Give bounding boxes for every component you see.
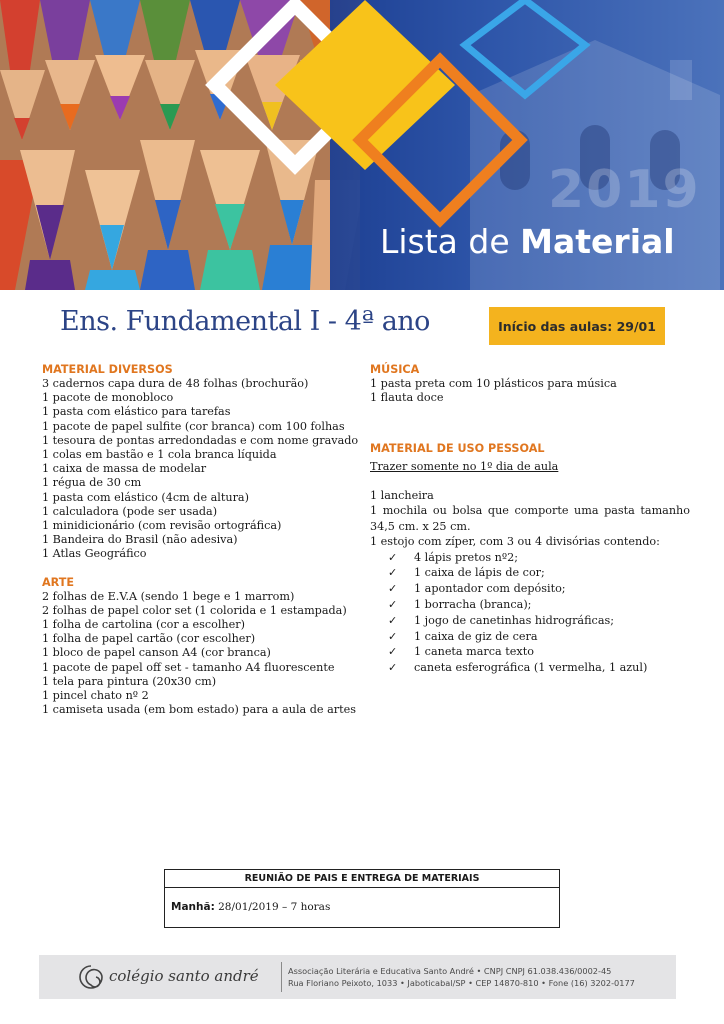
list-item: 1 pacote de papel sulfite (cor branca) com 100 folhas xyxy=(42,419,345,433)
list-item: 1 folha de cartolina (cor a escolher) xyxy=(42,618,245,632)
list-item: 2 folhas de papel color set (1 colorida e 1 estampada) xyxy=(42,603,347,617)
parents-meeting-box xyxy=(164,869,560,928)
first-day-note: Trazer somente no 1º dia de aula xyxy=(370,460,559,474)
checklist-item: ✓ 4 lápis pretos nº2; xyxy=(388,550,518,564)
section-title-arte: ARTE xyxy=(42,575,75,589)
list-item: 1 mochila ou bolsa que comporte uma pasta tamanho 34,5 cm. x 25 cm. xyxy=(370,504,690,533)
list-item: 2 folhas de E.V.A (sendo 1 bege e 1 marrom) xyxy=(42,589,295,603)
list-item: 1 calculadora (pode ser usada) xyxy=(42,504,218,518)
meeting-label: Manhã: xyxy=(171,901,215,913)
list-item: 1 tela para pintura (20x30 cm) xyxy=(42,674,217,688)
check-icon: ✓ xyxy=(388,550,398,564)
footer-divider xyxy=(281,962,282,992)
section-title-musica: MÚSICA xyxy=(370,363,420,376)
list-item: 1 pacote de papel off set - tamanho A4 fluorescente xyxy=(42,660,335,674)
list-item: 1 régua de 30 cm xyxy=(42,476,142,490)
list-item: 1 minidicionário (com revisão ortográfica) xyxy=(42,519,282,533)
footer-contact xyxy=(288,965,635,989)
list-item: 3 cadernos capa dura de 48 folhas (brochurão) xyxy=(42,377,309,390)
list-item: 1 Atlas Geográfico xyxy=(42,547,147,561)
estojo-checklist xyxy=(370,550,690,676)
list-item: 1 pincel chato nº 2 xyxy=(42,689,149,703)
list-item: 1 colas em bastão e 1 cola branca líquida xyxy=(42,448,277,462)
check-icon: ✓ xyxy=(388,661,398,675)
list-item: 1 pasta preta com 10 plásticos para música xyxy=(370,377,617,390)
check-icon: ✓ xyxy=(388,566,398,580)
check-icon: ✓ xyxy=(388,598,398,611)
list-item: 1 lancheira xyxy=(370,488,434,502)
meeting-body xyxy=(165,888,559,913)
section-title-pessoal: MATERIAL DE USO PESSOAL xyxy=(370,442,545,456)
section-title-diversos: MATERIAL DIVERSOS xyxy=(42,363,173,376)
checklist-item: ✓ caneta esferográfica (1 vermelha, 1 azul) xyxy=(388,661,648,675)
check-icon: ✓ xyxy=(388,582,398,596)
right-column xyxy=(370,362,690,676)
banner-title-bold: Material xyxy=(520,222,675,261)
list-item: 1 tesoura de pontas arredondadas e com nome gravado xyxy=(42,433,359,447)
page-title: Ens. Fundamental I - 4ª ano xyxy=(60,306,430,337)
list-item: 1 pasta com elástico (4cm de altura) xyxy=(42,490,249,504)
banner-title-light: Lista de xyxy=(380,222,510,261)
list-item: 1 pacote de monobloco xyxy=(42,391,174,405)
class-start-badge: Início das aulas: 29/01 xyxy=(489,307,665,345)
school-name: colégio santo andré xyxy=(109,967,259,985)
checklist-item: ✓ 1 jogo de canetinhas hidrográficas; xyxy=(388,613,614,627)
list-item: 1 Bandeira do Brasil (não adesiva) xyxy=(42,533,238,547)
footer-line-association: Associação Literária e Educativa Santo André • CNPJ CNPJ 61.038.436/0002-45 xyxy=(288,966,612,976)
footer-line-address: Rua Floriano Peixoto, 1033 • Jaboticabal/SP • CEP 14870-810 • Fone (16) 3202-0177 xyxy=(288,978,635,988)
meeting-value: 28/01/2019 – 7 horas xyxy=(214,901,331,913)
checklist-item: ✓ 1 caneta marca texto xyxy=(388,645,534,659)
header-banner xyxy=(0,0,724,290)
list-item: 1 pasta com elástico para tarefas xyxy=(42,405,231,419)
banner-title xyxy=(380,222,675,261)
list-item: 1 flauta doce xyxy=(370,391,444,405)
list-item: 1 bloco de papel canson A4 (cor branca) xyxy=(42,646,271,660)
meeting-header: REUNIÃO DE PAIS E ENTREGA DE MATERIAIS xyxy=(165,870,559,888)
year-watermark: 2019 xyxy=(548,160,701,220)
footer xyxy=(39,955,676,999)
list-item: 1 estojo com zíper, com 3 ou 4 divisórias contendo: xyxy=(370,535,660,549)
check-icon: ✓ xyxy=(388,629,398,643)
checklist-item: ✓ 1 caixa de giz de cera xyxy=(388,629,538,643)
left-column xyxy=(42,362,360,717)
checklist-item: ✓ 1 apontador com depósito; xyxy=(388,582,566,596)
checklist-item: ✓ 1 borracha (branca); xyxy=(388,598,532,611)
spiral-logo-icon xyxy=(77,963,105,991)
checklist-item: ✓ 1 caixa de lápis de cor; xyxy=(388,566,545,580)
list-item: 1 caixa de massa de modelar xyxy=(42,462,207,476)
check-icon: ✓ xyxy=(388,645,398,659)
list-item: 1 folha de papel cartão (cor escolher) xyxy=(42,632,256,646)
check-icon: ✓ xyxy=(388,613,398,627)
list-item: 1 camiseta usada (em bom estado) para a aula de artes xyxy=(42,703,356,717)
